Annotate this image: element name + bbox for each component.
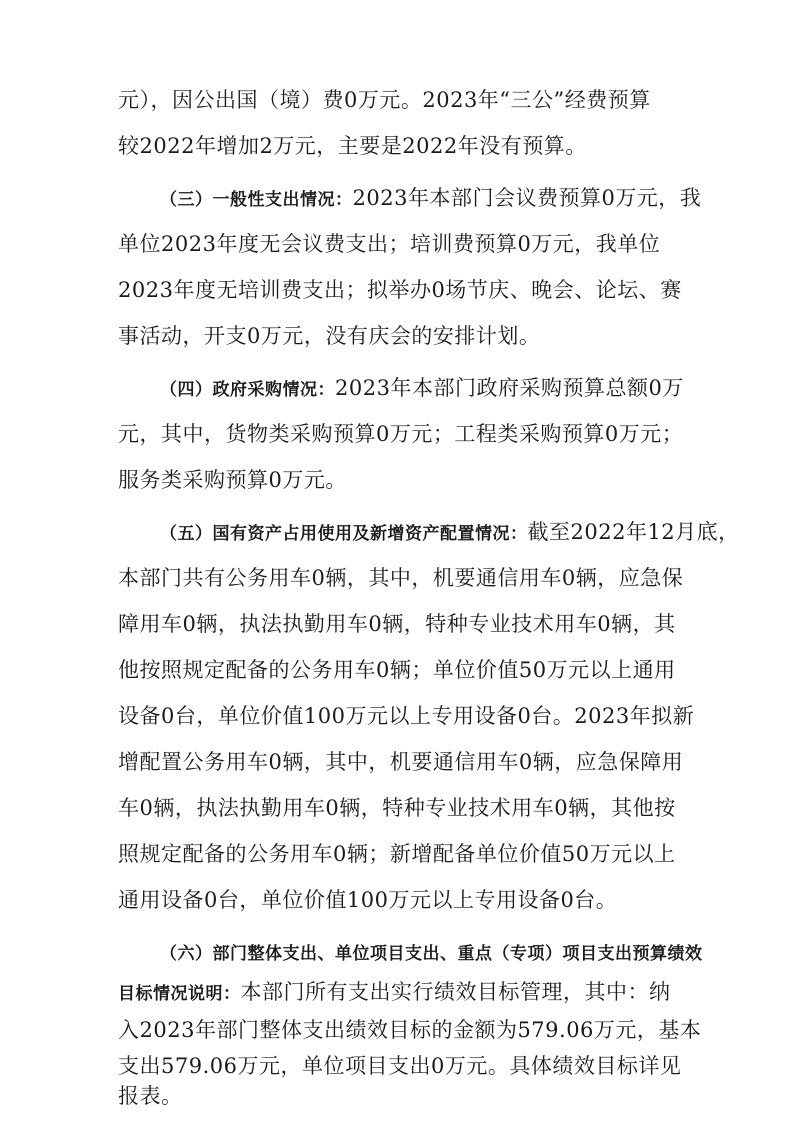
paragraph-performance-line-2	[118, 978, 671, 1008]
paragraph-text: 2023年本部门政府采购预算总额0万	[335, 376, 684, 400]
paragraph-assets-line-7: 车0辆，执法执勤用车0辆，特种专业技术用车0辆，其他按	[118, 796, 676, 820]
paragraph-assets-line-1	[160, 518, 740, 548]
paragraph-text: 截至2022年12月底，	[527, 520, 740, 544]
paragraph-performance-line-4: 支出579.06万元，单位项目支出0万元。具体绩效目标详见	[118, 1054, 682, 1078]
paragraph-procurement-line-1	[160, 374, 684, 404]
paragraph-assets-line-9: 通用设备0台，单位价值100万元以上专用设备0台。	[118, 888, 618, 912]
paragraph-1-line-1: 元），因公出国（境）费0万元。2023年“三公”经费预算	[118, 88, 651, 112]
paragraph-general-expense-line-4: 事活动，开支0万元，没有庆会的安排计划。	[118, 324, 541, 348]
paragraph-performance-line-1	[160, 938, 703, 968]
paragraph-general-expense-line-3: 2023年度无培训费支出；拟举办0场节庆、晚会、论坛、赛	[118, 278, 682, 302]
paragraph-assets-line-3: 障用车0辆，执法执勤用车0辆，特种专业技术用车0辆，其	[118, 612, 676, 636]
section-heading-assets: （五）国有资产占用使用及新增资产配置情况：	[160, 524, 528, 544]
paragraph-assets-line-8: 照规定配备的公务用车0辆；新增配备单位价值50万元以上	[118, 842, 676, 866]
section-heading-performance: （六）部门整体支出、单位项目支出、重点（专项）项目支出预算绩效	[160, 944, 703, 964]
paragraph-assets-line-6: 增配置公务用车0辆，其中，机要通信用车0辆，应急保障用	[118, 750, 684, 774]
paragraph-performance-line-5: 报表。	[118, 1084, 183, 1108]
paragraph-1-line-2: 较2022年增加2万元，主要是2022年没有预算。	[118, 134, 587, 158]
section-heading-general-expense: （三）一般性支出情况：	[160, 190, 353, 210]
paragraph-general-expense-line-2: 单位2023年度无会议费支出；培训费预算0万元，我单位	[118, 232, 661, 256]
paragraph-assets-line-2: 本部门共有公务用车0辆，其中，机要通信用车0辆，应急保	[118, 566, 684, 590]
paragraph-procurement-line-3: 服务类采购预算0万元。	[118, 468, 347, 492]
section-heading-procurement: （四）政府采购情况：	[160, 380, 335, 400]
paragraph-assets-line-4: 他按照规定配备的公务用车0辆；单位价值50万元以上通用	[118, 658, 676, 682]
paragraph-text: 2023年本部门会议费预算0万元，我	[352, 186, 702, 210]
paragraph-procurement-line-2: 元，其中，货物类采购预算0万元；工程类采购预算0万元；	[118, 422, 684, 446]
section-heading-performance-cont: 目标情况说明：	[118, 984, 241, 1004]
paragraph-assets-line-5: 设备0台，单位价值100万元以上专用设备0台。2023年拟新	[118, 704, 695, 728]
paragraph-general-expense-line-1	[160, 184, 701, 214]
paragraph-text: 本部门所有支出实行绩效目标管理，其中：纳	[240, 980, 671, 1004]
paragraph-performance-line-3: 入2023年部门整体支出绩效目标的金额为579.06万元，基本	[118, 1018, 702, 1042]
